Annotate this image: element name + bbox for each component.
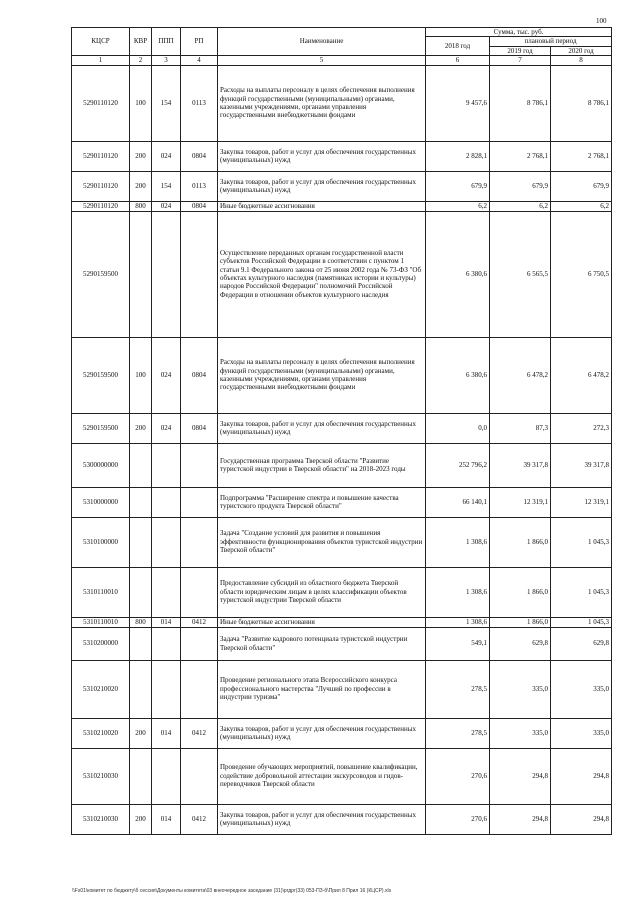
table-row (72, 617, 612, 627)
table-row (72, 567, 612, 617)
row-kvr: 200 (130, 718, 152, 748)
table-row (72, 718, 612, 748)
row-value-2018: 1 308,6 (426, 567, 490, 617)
row-name: Задача "Развитие кадрового потенциала туристской индустрии Тверской области" (218, 627, 426, 660)
row-value-2019: 12 319,1 (490, 487, 551, 517)
row-rp: 0412 (181, 617, 218, 627)
row-name: Предоставление субсидий из областного бюджета Тверской области юридическим лицам в целях классификации объектов туристской индустрии Тверской области (218, 567, 426, 617)
row-name: Иные бюджетные ассигнования (218, 617, 426, 627)
row-value-2020: 39 317,8 (551, 443, 612, 487)
row-name: Расходы на выплаты персоналу в целях обеспечения выполнения функций государственными (муниципальными) органами, казенными учреждениями, органами управления государственными внебюджетными фондами (218, 65, 426, 141)
header-year-2019: 2019 год (490, 46, 551, 55)
row-ppp: 024 (152, 141, 181, 171)
column-number: 5 (218, 56, 426, 65)
row-kvr: 200 (130, 171, 152, 201)
row-name: Закупка товаров, работ и услуг для обеспечения государственных (муниципальных) нужд (218, 141, 426, 171)
row-ppp (152, 567, 181, 617)
row-rp: 0113 (181, 65, 218, 141)
row-value-2019: 1 866,0 (490, 567, 551, 617)
row-kvr: 200 (130, 141, 152, 171)
row-kvr (130, 211, 152, 337)
row-kcsr: 5310210020 (72, 660, 130, 718)
row-ppp (152, 517, 181, 567)
row-kcsr: 5290159500 (72, 337, 130, 413)
table-row (72, 487, 612, 517)
row-rp (181, 517, 218, 567)
header-kvr: КВР (130, 28, 152, 56)
row-name: Государственная программа Тверской области "Развитие туристской индустрии в Тверской области" на 2018-2023 годы (218, 443, 426, 487)
table-row (72, 201, 612, 211)
row-value-2019: 1 866,0 (490, 517, 551, 567)
row-rp (181, 627, 218, 660)
row-value-2019: 6,2 (490, 201, 551, 211)
column-number: 8 (551, 56, 612, 65)
row-name: Закупка товаров, работ и услуг для обеспечения государственных (муниципальных) нужд (218, 171, 426, 201)
table-row (72, 517, 612, 567)
row-kvr: 100 (130, 337, 152, 413)
row-kcsr: 5310100000 (72, 517, 130, 567)
row-value-2018: 6 380,6 (426, 337, 490, 413)
row-kcsr: 5290159500 (72, 211, 130, 337)
row-value-2020: 6 750,5 (551, 211, 612, 337)
row-value-2019: 2 768,1 (490, 141, 551, 171)
row-kcsr: 5300000000 (72, 443, 130, 487)
row-ppp: 154 (152, 171, 181, 201)
row-value-2018: 549,1 (426, 627, 490, 660)
row-kvr (130, 517, 152, 567)
row-name: Закупка товаров, работ и услуг для обеспечения государственных (муниципальных) нужд (218, 718, 426, 748)
row-name: Закупка товаров, работ и услуг для обеспечения государственных (муниципальных) нужд (218, 804, 426, 834)
row-value-2019: 679,9 (490, 171, 551, 201)
row-ppp (152, 443, 181, 487)
row-value-2018: 278,5 (426, 660, 490, 718)
row-kcsr: 5310210020 (72, 718, 130, 748)
row-value-2019: 87,3 (490, 413, 551, 443)
row-ppp: 154 (152, 65, 181, 141)
row-rp (181, 660, 218, 718)
row-value-2018: 278,5 (426, 718, 490, 748)
row-ppp: 014 (152, 617, 181, 627)
row-value-2018: 2 828,1 (426, 141, 490, 171)
row-name: Проведение обучающих мероприятий, повышение квалификации, содействие добровольной аттестации экскурсоводов и гидов-переводчиков Тверской области (218, 748, 426, 804)
row-rp (181, 443, 218, 487)
row-ppp (152, 627, 181, 660)
row-value-2020: 8 786,1 (551, 65, 612, 141)
row-value-2019: 335,0 (490, 660, 551, 718)
row-value-2018: 270,6 (426, 804, 490, 834)
row-value-2020: 1 045,3 (551, 567, 612, 617)
row-value-2018: 6 380,6 (426, 211, 490, 337)
table-row (72, 211, 612, 337)
row-value-2019: 294,8 (490, 748, 551, 804)
row-value-2020: 294,8 (551, 804, 612, 834)
row-value-2019: 6 565,5 (490, 211, 551, 337)
row-kcsr: 5290110120 (72, 171, 130, 201)
row-name: Осуществление переданных органам государственной власти субъектов Российской Федерации в соответствии с пунктом 1 статьи 9.1 Федерального закона от 25 июня 2002 года № 73-ФЗ "Об объектах культурного наследия (памятниках истории и культуры) народов Российской Федерации" полномочий Российской Федерации в отношении объектов культурного наследия (218, 211, 426, 337)
header-year-2020: 2020 год (551, 46, 612, 55)
row-kvr (130, 748, 152, 804)
row-name: Закупка товаров, работ и услуг для обеспечения государственных (муниципальных) нужд (218, 413, 426, 443)
row-value-2018: 0,0 (426, 413, 490, 443)
table-header (72, 28, 612, 66)
row-rp (181, 567, 218, 617)
row-value-2020: 2 768,1 (551, 141, 612, 171)
row-value-2020: 335,0 (551, 718, 612, 748)
row-value-2018: 6,2 (426, 201, 490, 211)
row-kcsr: 5310200000 (72, 627, 130, 660)
row-ppp (152, 660, 181, 718)
row-value-2020: 6 478,2 (551, 337, 612, 413)
row-value-2018: 252 796,2 (426, 443, 490, 487)
row-kcsr: 5310000000 (72, 487, 130, 517)
row-kcsr: 5290110120 (72, 141, 130, 171)
row-value-2020: 335,0 (551, 660, 612, 718)
header-year-2018: 2018 год (426, 37, 490, 56)
row-rp (181, 211, 218, 337)
header-ppp: ППП (152, 28, 181, 56)
row-kcsr: 5310110010 (72, 567, 130, 617)
row-rp: 0412 (181, 718, 218, 748)
column-number: 3 (152, 56, 181, 65)
row-kvr: 800 (130, 617, 152, 627)
column-number: 4 (181, 56, 218, 65)
row-kvr (130, 567, 152, 617)
column-numbers-row (72, 56, 612, 65)
row-kvr (130, 660, 152, 718)
row-value-2018: 1 308,6 (426, 617, 490, 627)
header-kcsr: КЦСР (72, 28, 130, 56)
row-name: Иные бюджетные ассигнования (218, 201, 426, 211)
row-name: Подпрограмма "Расширение спектра и повышение качества туристского продукта Тверской области" (218, 487, 426, 517)
row-value-2019: 6 478,2 (490, 337, 551, 413)
row-kvr: 100 (130, 65, 152, 141)
column-number: 2 (130, 56, 152, 65)
row-name: Расходы на выплаты персоналу в целях обеспечения выполнения функций государственными (муниципальными) органами, казенными учреждениями, органами управления государственными внебюджетными фондами (218, 337, 426, 413)
row-value-2019: 335,0 (490, 718, 551, 748)
row-rp: 0804 (181, 337, 218, 413)
table-row (72, 141, 612, 171)
row-value-2018: 270,6 (426, 748, 490, 804)
row-ppp: 024 (152, 413, 181, 443)
row-kvr: 800 (130, 201, 152, 211)
row-value-2020: 12 319,1 (551, 487, 612, 517)
row-ppp (152, 748, 181, 804)
row-value-2019: 39 317,8 (490, 443, 551, 487)
row-value-2018: 1 308,6 (426, 517, 490, 567)
table-row (72, 748, 612, 804)
row-value-2018: 9 457,6 (426, 65, 490, 141)
column-number: 1 (72, 56, 130, 65)
row-kcsr: 5290110120 (72, 65, 130, 141)
row-value-2018: 679,9 (426, 171, 490, 201)
header-planned-period: плановый период (490, 37, 612, 46)
header-sum: Сумма, тыс. руб. (426, 28, 612, 37)
row-rp (181, 487, 218, 517)
row-rp: 0412 (181, 804, 218, 834)
table-row (72, 171, 612, 201)
table-row (72, 627, 612, 660)
row-ppp (152, 211, 181, 337)
column-number: 6 (426, 56, 490, 65)
table-row (72, 804, 612, 834)
row-ppp: 024 (152, 201, 181, 211)
table-row (72, 660, 612, 718)
row-kcsr: 5310210030 (72, 748, 130, 804)
row-value-2018: 66 140,1 (426, 487, 490, 517)
file-path-footer: \\Fs01\комитет по бюджету\б сессия\Документы комитета\03 внеочередное заседание (31)\ргдрг(33) 053-ПЗ-б\Прил 8 Прил 16 (КЦСР).xls (72, 888, 392, 894)
row-ppp: 014 (152, 718, 181, 748)
row-rp: 0804 (181, 413, 218, 443)
row-value-2019: 1 866,0 (490, 617, 551, 627)
row-value-2020: 272,3 (551, 413, 612, 443)
row-kvr: 200 (130, 413, 152, 443)
row-value-2020: 679,9 (551, 171, 612, 201)
row-rp: 0113 (181, 171, 218, 201)
row-kvr (130, 487, 152, 517)
row-kcsr: 5310110010 (72, 617, 130, 627)
table-row (72, 337, 612, 413)
row-value-2019: 294,8 (490, 804, 551, 834)
row-ppp: 014 (152, 804, 181, 834)
row-kvr (130, 627, 152, 660)
table-row (72, 413, 612, 443)
row-kcsr: 5290110120 (72, 201, 130, 211)
table-row (72, 65, 612, 141)
budget-table (71, 27, 612, 835)
row-name: Задача "Создание условий для развития и повышения эффективности функционирования объектов туристской индустрии Тверской области" (218, 517, 426, 567)
row-ppp (152, 487, 181, 517)
row-value-2019: 629,8 (490, 627, 551, 660)
row-ppp: 024 (152, 337, 181, 413)
row-value-2020: 1 045,3 (551, 517, 612, 567)
row-rp (181, 748, 218, 804)
row-kcsr: 5310210030 (72, 804, 130, 834)
table-row (72, 443, 612, 487)
row-value-2020: 6,2 (551, 201, 612, 211)
table-body (72, 65, 612, 834)
row-value-2019: 8 786,1 (490, 65, 551, 141)
row-rp: 0804 (181, 201, 218, 211)
row-kvr (130, 443, 152, 487)
row-value-2020: 294,8 (551, 748, 612, 804)
row-kvr: 200 (130, 804, 152, 834)
row-rp: 0804 (181, 141, 218, 171)
row-value-2020: 629,8 (551, 627, 612, 660)
column-number: 7 (490, 56, 551, 65)
row-kcsr: 5290159500 (72, 413, 130, 443)
page-number: 100 (596, 17, 607, 25)
header-name: Наименование (218, 28, 426, 56)
row-name: Проведение регионального этапа Всероссийского конкурса профессионального мастерства "Лучший по профессии в индустрии туризма" (218, 660, 426, 718)
row-value-2020: 1 045,3 (551, 617, 612, 627)
header-rp: РП (181, 28, 218, 56)
